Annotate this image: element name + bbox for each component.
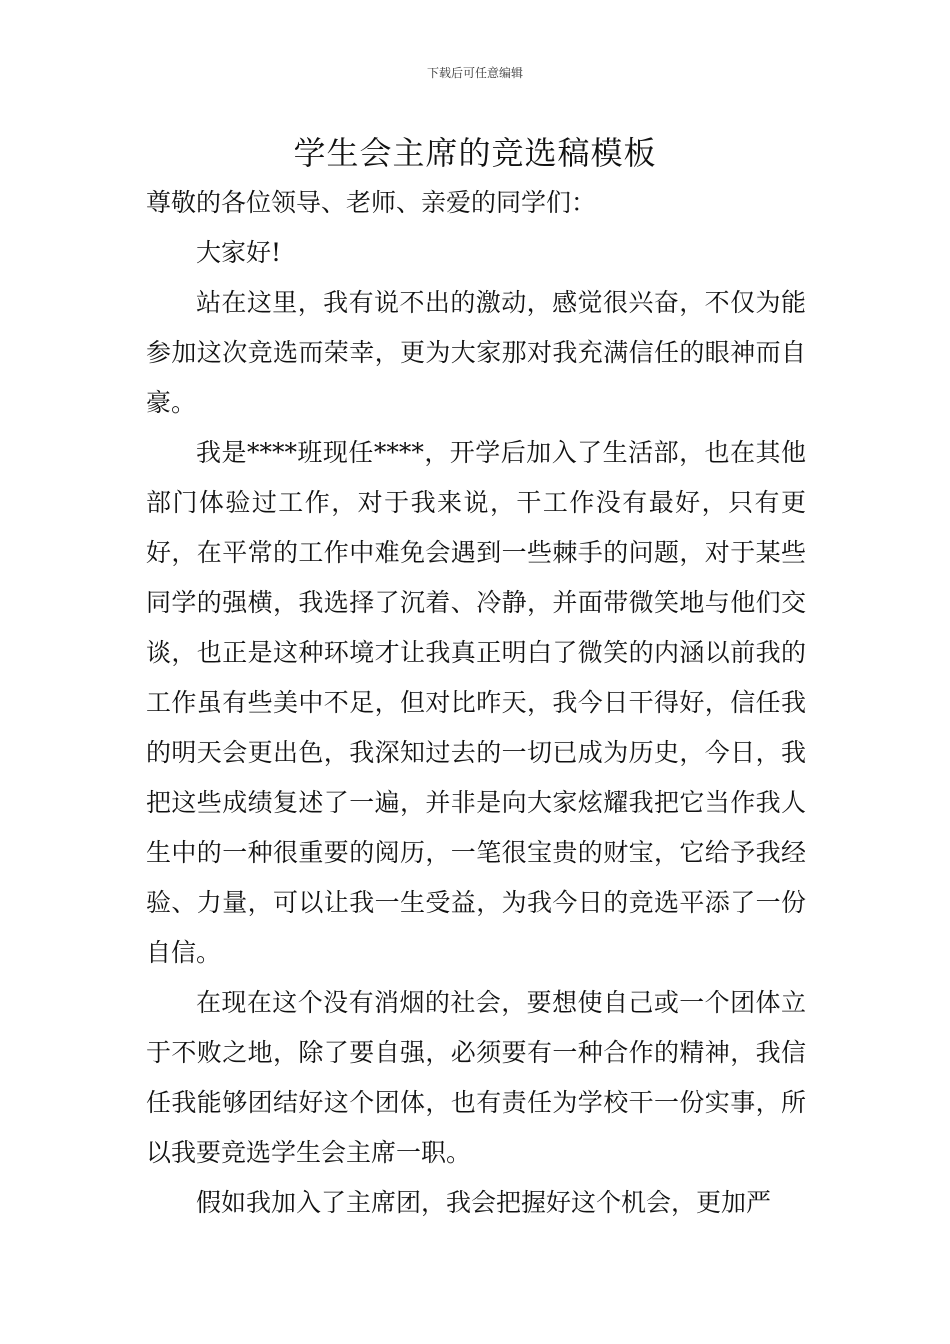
document-body: [146, 178, 806, 1228]
paragraph: 站在这里，我有说不出的激动，感觉很兴奋，不仅为能参加这次竞选而荣幸，更为大家那对我充满信任的眼神而自豪。: [146, 288, 806, 417]
paragraph-greeting: 大家好!: [196, 238, 282, 267]
header-note: 下载后可任意编辑: [426, 66, 523, 80]
salutation: 尊敬的各位领导、老师、亲爱的同学们：: [146, 188, 597, 217]
paragraph: 在现在这个没有消烟的社会，要想使自己或一个团体立于不败之地，除了要自强，必须要有一种合作的精神，我信任我能够团结好这个团体，也有责任为学校干一份实事，所以我要竞选学生会主席一职。: [146, 988, 806, 1167]
document-title: 学生会主席的竞选稿模板: [293, 134, 657, 172]
paragraph: 假如我加入了主席团，我会把握好这个机会，更加严: [196, 1188, 772, 1217]
paragraph: 我是****班现任****，开学后加入了生活部，也在其他部门体验过工作，对于我来说，干工作没有最好，只有更好，在平常的工作中难免会遇到一些棘手的问题，对于某些同学的强横，我选择了沉着、冷静，并面带微笑地与他们交谈，也正是这种环境才让我真正明白了微笑的内涵以前我的工作虽有些美中不足，但对比昨天，我今日干得好，信任我的明天会更出色，我深知过去的一切已成为历史，今日，我把这些成绩复述了一遍，并非是向大家炫耀我把它当作我人生中的一种很重要的阅历，一笔很宝贵的财宝，它给予我经验、力量，可以让我一生受益，为我今日的竞选平添了一份自信。: [146, 438, 806, 967]
